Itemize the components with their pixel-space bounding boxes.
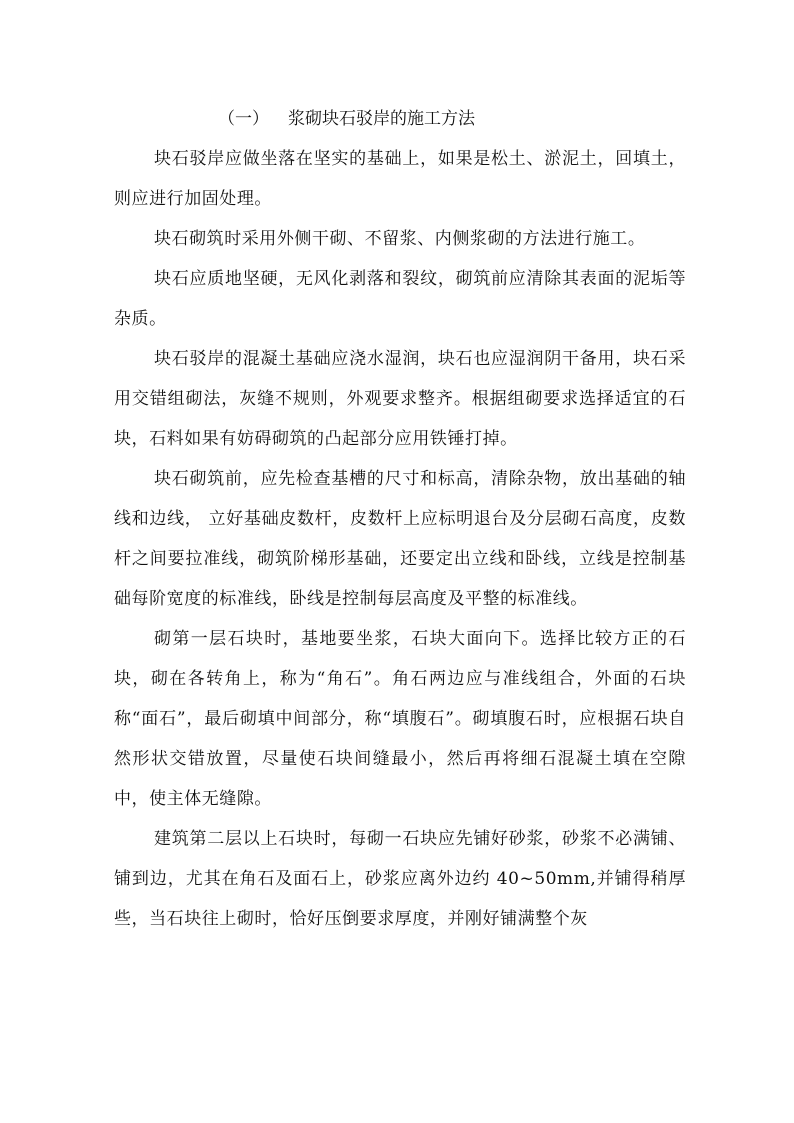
paragraph-foundation: 块石驳岸应做坐落在坚实的基础上，如果是松土、淤泥土，回填土，则应进行加固处理。 [114,149,686,209]
section-title: 浆砌块石驳岸的施工方法 [288,109,475,129]
paragraph-stone-quality: 块石应质地坚硬，无风化剥落和裂纹，砌筑前应清除其表面的泥垢等杂质。 [114,269,686,329]
document-body [114,99,686,939]
paragraph-first-layer: 砌第一层石块时，基地要坐浆，石块大面向下。选择比较方正的石块，砌在各转角上，称为“角石”。角石两边应与准线组合，外面的石块称“面石”，最后砌填中间部分，称“填腹石”。砌填腹石时，应根据石块自然形状交错放置，尽量使石块间缝最小，然后再将细石混凝土填在空隙中，使主体无缝隙。 [114,629,686,809]
paragraph-preparation: 块石砌筑前，应先检查基槽的尺寸和标高，清除杂物，放出基础的轴线和边线， 立好基础皮数杆，皮数杆上应标明退台及分层砌石高度，皮数杆之间要拉准线，砌筑阶梯形基础，还要定出立线和卧线，立线是控制基础每阶宽度的标准线，卧线是控制每层高度及平整的标准线。 [114,469,686,609]
section-number: （一） [218,109,269,129]
paragraph-masonry-method: 块石砌筑时采用外侧干砌、不留浆、内侧浆砌的方法进行施工。 [154,229,646,249]
paragraph-concrete-base: 块石驳岸的混凝土基础应浇水湿润，块石也应湿润阴干备用，块石采用交错组砌法，灰缝不规则，外观要求整齐。根据组砌要求选择适宜的石块，石料如果有妨碍砌筑的凸起部分应用铁锤打掉。 [114,349,686,449]
paragraph-second-layer: 建筑第二层以上石块时，每砌一石块应先铺好砂浆，砂浆不必满铺、铺到边，尤其在角石及面石上，砂浆应离外边约 40~50mm,并铺得稍厚些，当石块往上砌时，恰好压倒要求厚度，并刚好铺满整个灰 [114,829,686,929]
section-heading [114,99,686,139]
